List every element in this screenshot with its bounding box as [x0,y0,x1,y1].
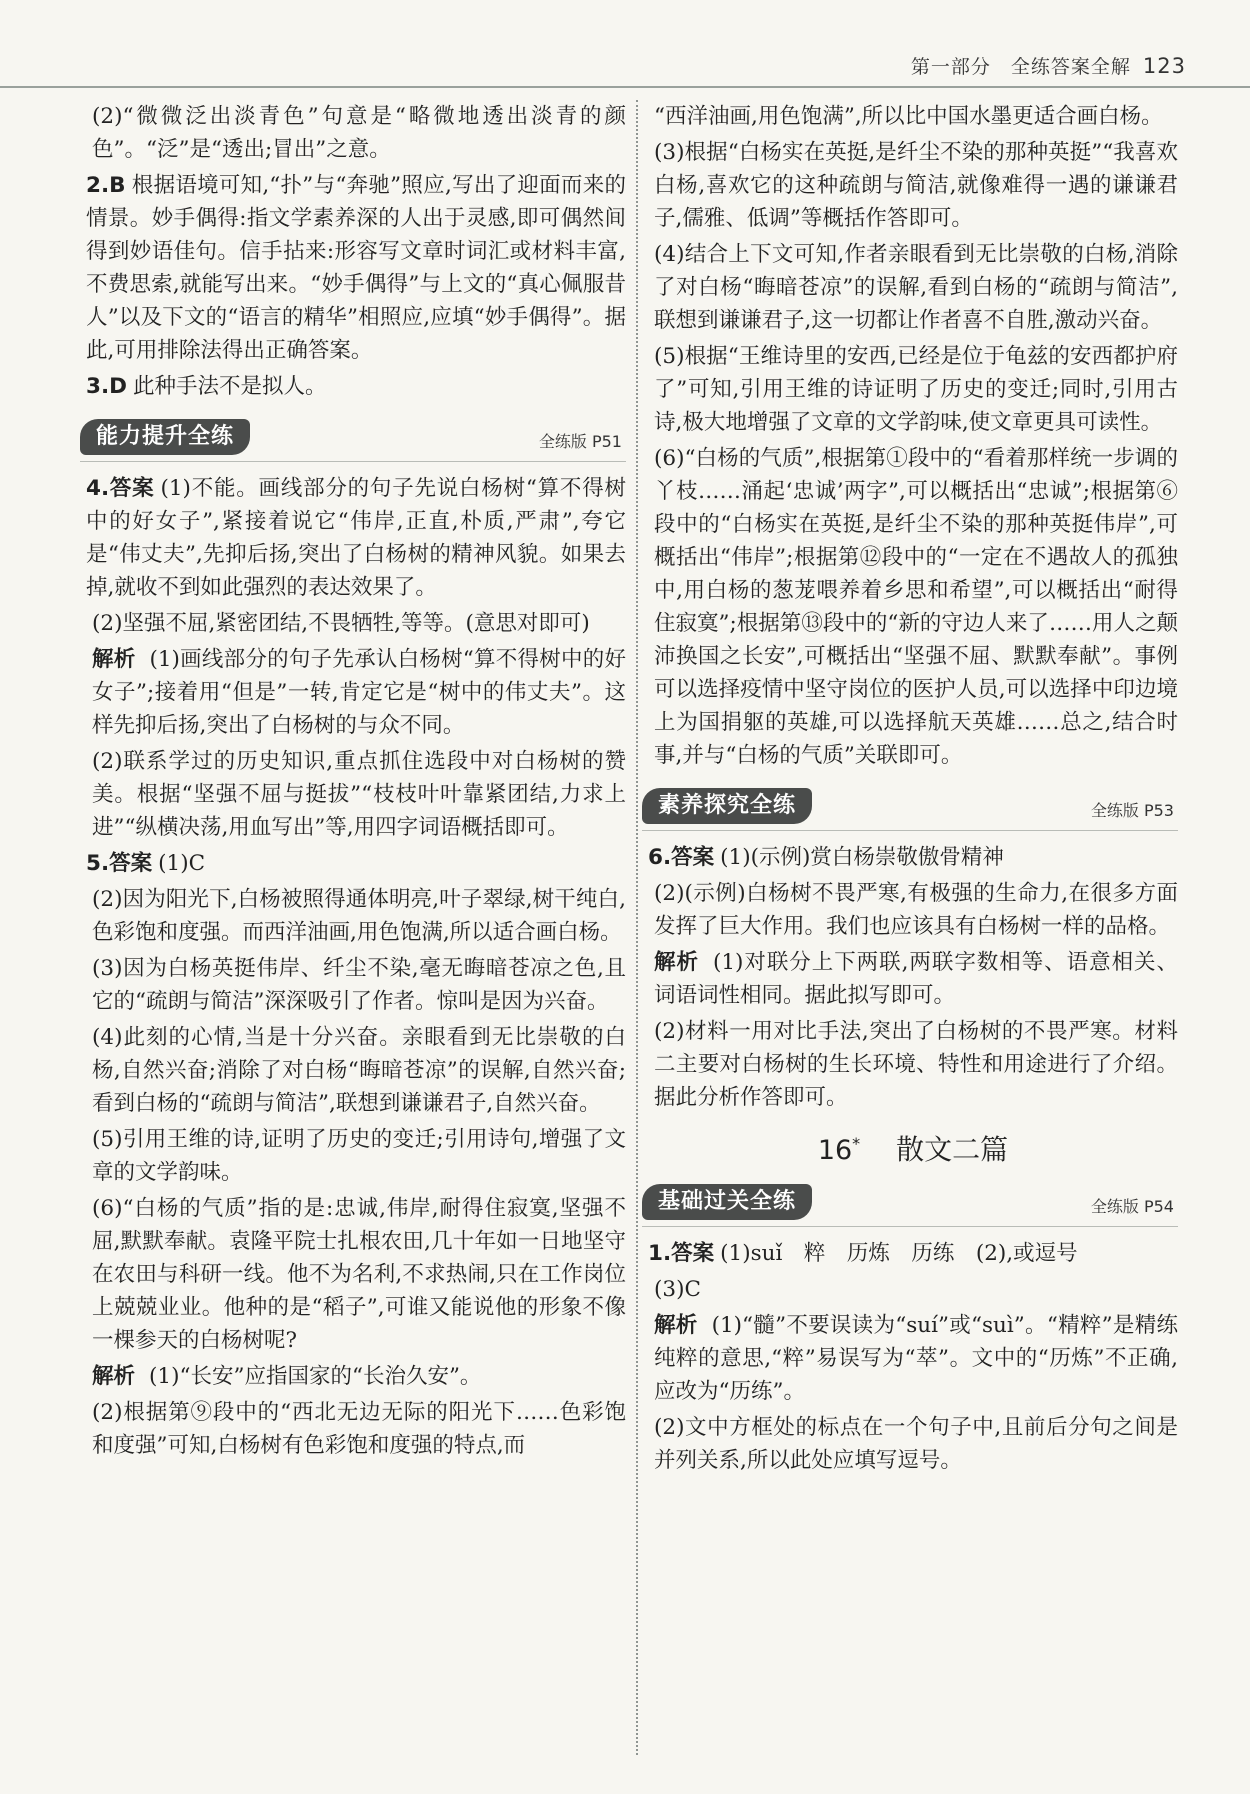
analysis [648,1309,1178,1408]
lesson-number: 16 [817,1135,853,1166]
paragraph: (4)此刻的心情,当是十分兴奋。亲眼看到无比崇敬的白杨,自然兴奋;消除了对白杨“晦暗苍凉”的误解,自然兴奋;看到白杨的“疏朗与简洁”,联想到谦谦君子,自然兴奋。 [92,1025,626,1116]
paragraph: (2)“微微泛出淡青色”句意是“略微地透出淡青的颜色”。“泛”是“透出;冒出”之意。 [92,104,626,162]
running-head [911,52,1186,79]
analysis-text: (1)对联分上下两联,两联字数相等、语意相关、词语词性相同。据此拟写即可。 [654,950,1178,1008]
right-column [648,100,1178,1480]
answer-item [86,370,626,403]
answer-item [86,169,626,367]
paragraph: (2)因为阳光下,白杨被照得通体明亮,叶子翠绿,树干纯白,色彩饱和度强。而西洋油画,用色饱满,所以适合画白杨。 [92,887,626,945]
analysis-label: 解析 [92,647,136,672]
answer-text: (1)suǐ 粹 历炼 历练 (2),或逗号 [720,1241,1078,1266]
answer-text: (1)不能。画线部分的句子先说白杨树“算不得树中的好女子”,紧接着说它“伟岸,正直,朴质,严肃”,夸它是“伟丈夫”,先抑后扬,突出了白杨树的精神风貌。如果去掉,就收不到如此强烈的表达效果了。 [86,476,626,600]
answer-number: 3.D [86,374,127,399]
answer-item [86,847,626,880]
analysis-text: (1)“髓”不要误读为“suí”或“suì”。“精粹”是精练纯粹的意思,“粹”易误写为“萃”。文中的“历炼”不正确,应改为“历练”。 [654,1313,1178,1404]
answer-number: 2.B [86,173,126,198]
banner-page-ref: 全练版 P53 [1090,801,1174,820]
analysis-text: (1)画线部分的句子先承认白杨树“算不得树中的好女子”;接着用“但是”一转,肯定它是“树中的伟丈夫”。这样先抑后扬,突出了白杨树的与众不同。 [92,647,626,738]
answer-item [648,1237,1178,1270]
lesson-name: 散文二篇 [896,1133,1009,1166]
analysis [648,946,1178,1012]
section-banner [642,784,1178,831]
answer-number: 4.答案 [86,476,155,501]
paragraph: (2)材料一用对比手法,突出了白杨树的不畏严寒。材料二主要对白杨树的生长环境、特性和用途进行了介绍。据此分析作答即可。 [654,1019,1178,1110]
answer-text: 此种手法不是拟人。 [132,374,327,399]
paragraph: (3)因为白杨英挺伟岸、纤尘不染,毫无晦暗苍凉之色,且它的“疏朗与简洁”深深吸引了作者。惊叫是因为兴奋。 [92,956,626,1014]
paragraph: (3)C [654,1277,701,1302]
paragraph: (4)结合上下文可知,作者亲眼看到无比崇敬的白杨,消除了对白杨“晦暗苍凉”的误解,看到白杨的“疏朗与简洁”,联想到谦谦君子,这一切都让作者喜不自胜,激动兴奋。 [654,242,1178,333]
banner-page-ref: 全练版 P51 [538,432,622,451]
analysis-label: 解析 [654,950,699,975]
banner-label: 能力提升全练 [80,419,250,455]
answer-text: (1)C [158,851,206,876]
answer-item [86,472,626,604]
paragraph: (2)联系学过的历史知识,重点抓住选段中对白杨树的赞美。根据“坚强不屈与挺拔”“枝枝叶叶靠紧团结,力求上进”“纵横决荡,用血写出”等,用四字词语概括即可。 [92,749,626,840]
answer-text: 根据语境可知,“扑”与“奔驰”照应,写出了迎面而来的情景。妙手偶得:指文学素养深的人出于灵感,即可偶然间得到妙语佳句。信手拈来:形容写文章时词汇或材料丰富,不费思索,就能写出来。“妙手偶得”与上文的“真心佩服昔人”以及下文的“语言的精华”相照应,应填“妙手偶得”。据此,可用排除法得出正确答案。 [86,173,626,363]
banner-label: 素养探究全练 [642,788,812,824]
section-banner [642,1180,1178,1227]
analysis-label: 解析 [92,1364,136,1389]
banner-label: 基础过关全练 [642,1184,812,1220]
analysis [86,1360,626,1393]
section-banner [80,415,626,462]
answer-number: 5.答案 [86,851,153,876]
analysis [86,643,626,742]
paragraph: (2)文中方框处的标点在一个句子中,且前后分句之间是并列关系,所以此处应填写逗号。 [654,1415,1178,1473]
paragraph: (2)根据第⑨段中的“西北无边无际的阳光下……色彩饱和度强”可知,白杨树有色彩饱和度强的特点,而 [92,1400,626,1458]
answer-text: (1)(示例)赏白杨崇敬傲骨精神 [720,845,1004,870]
answer-number: 6.答案 [648,845,715,870]
analysis-label: 解析 [654,1313,698,1338]
column-divider [636,100,638,1755]
page-header [0,0,1250,82]
paragraph: (5)引用王维的诗,证明了历史的变迁;引用诗句,增强了文章的文学韵味。 [92,1127,626,1185]
banner-page-ref: 全练版 P54 [1090,1197,1174,1216]
paragraph: (3)根据“白杨实在英挺,是纤尘不染的那种英挺”“我喜欢白杨,喜欢它的这种疏朗与简洁,就像难得一遇的谦谦君子,儒雅、低调”等概括作答即可。 [654,140,1178,231]
paragraph: (5)根据“王维诗里的安西,已经是位于龟兹的安西都护府了”可知,引用王维的诗证明了历史的变迁;同时,引用古诗,极大地增强了文章的文学韵味,使文章更具可读性。 [654,344,1178,435]
answer-number: 1.答案 [648,1241,715,1266]
paragraph: (6)“白杨的气质”,根据第①段中的“看着那样统一步调的丫枝……涌起‘忠诚’两字”,可以概括出“忠诚”;根据第⑥段中的“白杨实在英挺,是纤尘不染的那种英挺伟岸”,可概括出“伟岸”;根据第⑫段中的“一定在不遇故人的孤独中,用白杨的葱茏喂养着乡思和希望”,可以概括出“耐得住寂寞”;根据第⑬段中的“新的守边人来了……用人之颠沛换国之长安”,可概括出“坚强不屈、默默奉献”。事例可以选择疫情中坚守岗位的医护人员,可以选择中印边境上为国捐躯的英雄,可以选择航天英雄……总之,结合时事,并与“白杨的气质”关联即可。 [654,446,1178,768]
lesson-title [648,1128,1178,1168]
header-rule [0,86,1250,88]
paragraph: “西洋油画,用色饱满”,所以比中国水墨更适合画白杨。 [654,104,1163,129]
page-number: 123 [1142,54,1186,78]
paragraph: (2)坚强不屈,紧密团结,不畏牺牲,等等。(意思对即可) [92,611,590,636]
paragraph: (2)(示例)白杨树不畏严寒,有极强的生命力,在很多方面发挥了巨大作用。我们也应该具有白杨树一样的品格。 [654,881,1178,939]
analysis-text: (1)“长安”应指国家的“长治久安”。 [149,1364,482,1389]
answer-item [648,841,1178,874]
lesson-mark: * [852,1133,861,1153]
left-column [86,100,626,1465]
running-head-title: 第一部分 全练答案全解 [910,56,1131,78]
paragraph: (6)“白杨的气质”指的是:忠诚,伟岸,耐得住寂寞,坚强不屈,默默奉献。袁隆平院士扎根农田,几十年如一日地坚守在农田与科研一线。他不为名利,不求热闹,只在工作岗位上兢兢业业。他种的是“稻子”,可谁又能说他的形象不像一棵参天的白杨树呢? [92,1196,626,1353]
